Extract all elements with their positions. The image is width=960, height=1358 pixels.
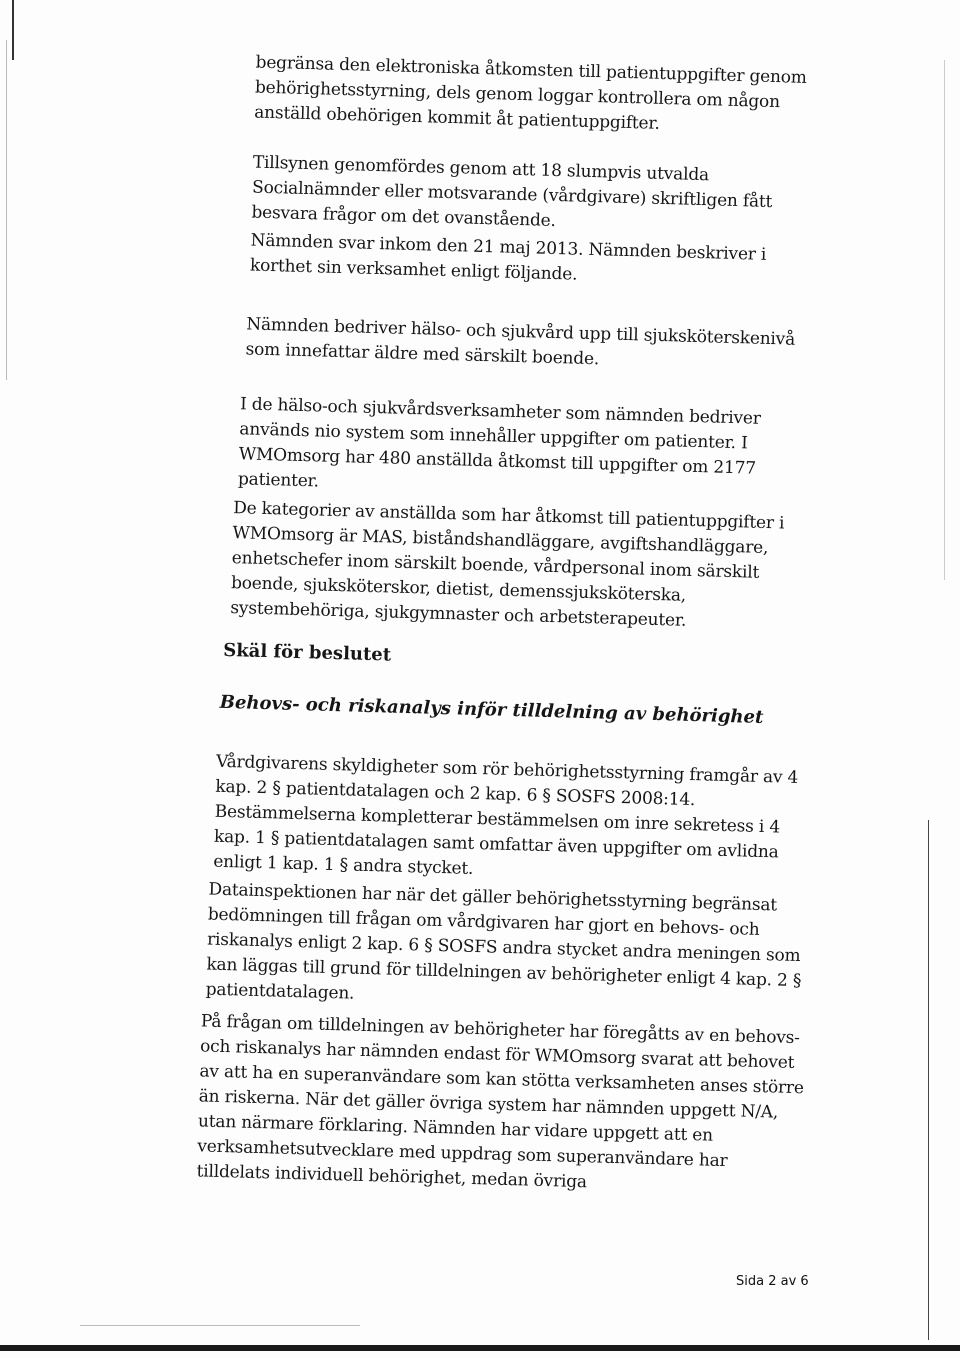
paragraph-care-scope: Nämnden bedriver hälso- och sjukvård upp till sjuksköterskenivå som innefattar äldre med särskilt boende. [245,314,796,370]
paragraph-response-date: Nämnden svar inkom den 21 maj 2013. Nämnden beskriver i korthet sin verksamhet enligt följande. [249,230,767,285]
paragraph-obligations: Vårdgivarens skyldigheter som rör behörighetsstyrning framgår av 4 kap. 2 § patientdatalagen och 2 kap. 6 § SOSFS 2008:14. Bestämmelserna kompletterar bestämmelsen om inre sekretess i 4 kap. 1 § patientdatalagen samt omfattar även uppgifter om avlidna enligt 1 kap. 1 § andra stycket. [213,751,799,879]
document-body [196,50,836,1193]
paragraph-supervision: Tillsynen genomfördes genom att 18 slumpvis utvalda Socialnämnder eller motsvarande (vårdgivare) skriftligen fått besvara frågor om det ovanstående. [251,152,773,231]
scan-artifact-line [12,0,14,60]
scan-artifact-line [944,60,945,580]
scan-artifact-line [928,820,929,1340]
paragraph-access-restriction: begränsa den elektroniska åtkomsten till patientuppgifter genom behörighetsstyrning, dels genom loggar kontrollera om någon anställd obehörigen kommit åt patientuppgifter. [253,52,807,134]
scan-artifact-bottom-edge [0,1345,960,1351]
heading-reasons: Skäl för beslutet [222,639,392,666]
scan-artifact-line [6,40,7,380]
paragraph-systems: I de hälso-och sjukvårdsverksamheter som nämnden bedriver används nio system som innehåller uppgifter om patienter. I WMOmsorg har 480 anställda åtkomst till uppgifter om 2177 patienter. [237,394,761,492]
page-number: Sida 2 av 6 [736,1274,809,1289]
paragraph-assessment-scope: Datainspektionen har när det gäller behörighetsstyrning begränsat bedömningen till frågan om vårdgivaren har gjort en behovs- och riskanalys enligt 2 kap. 6 § SOSFS andra stycket andra meningen som kan läggas till grund för tilldelningen av behörigheter enligt 4 kap. 2 § patientdatalagen. [205,879,802,1004]
scan-artifact-line [80,1325,360,1326]
paragraph-risk-analysis-answer: På frågan om tilldelningen av behörigheter har föregåtts av en behovs- och riskanalys har nämnden endast för WMOmsorg svarat att behovet av att ha en superanvändare som kan stötta verksamheten anses större än riskerna. När det gäller övriga system har nämnden uppgett N/A, utan närmare förklaring. Nämnden har vidare uppgett att en verksamhetsutvecklare med uppdrag som superanvändare har tilldelats individuell behörighet, medan övriga [196,1011,804,1193]
paragraph-staff-categories: De kategorier av anställda som har åtkomst till patientuppgifter i WMOmsorg är MAS, biståndshandläggare, avgiftshandläggare, enhetschefer inom särskilt boende, vårdpersonal inom särskilt boende, sjuksköterskor, dietist, demenssjuksköterska, systembehöriga, sjukgymnaster och arbetsterapeuter. [230,498,785,631]
heading-needs-analysis: Behovs- och riskanalys inför tilldelning av behörighet [219,691,764,728]
